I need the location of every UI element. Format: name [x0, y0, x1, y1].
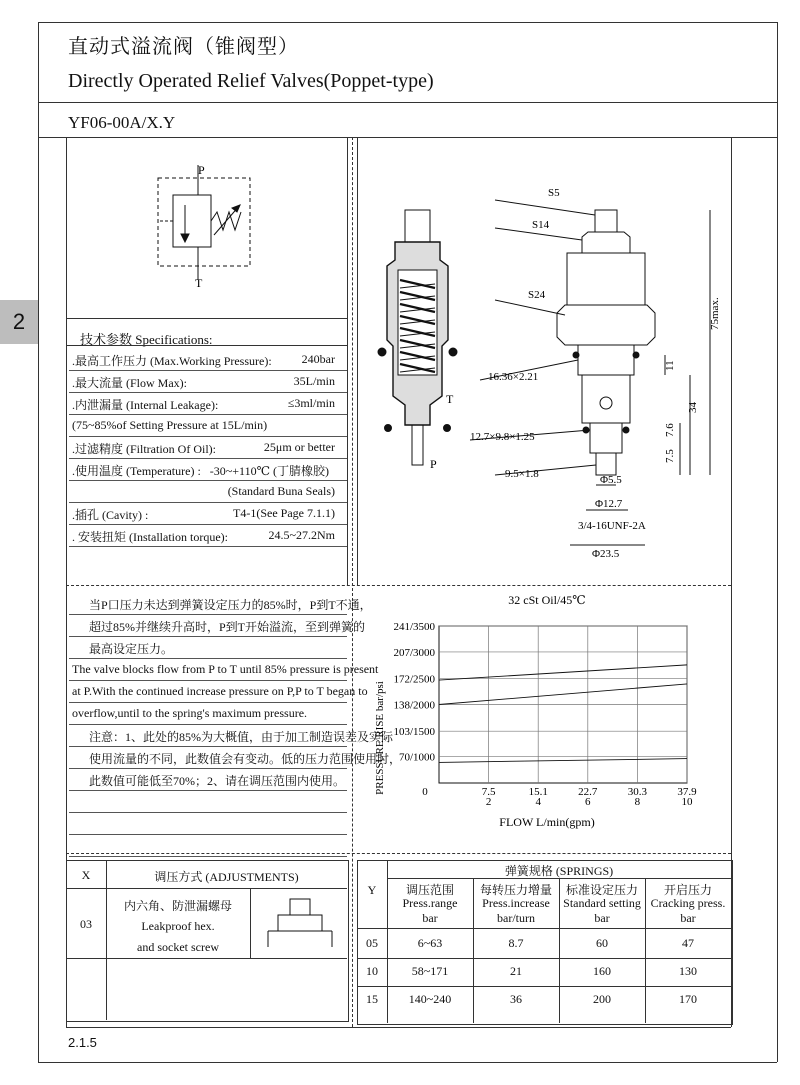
chart-title: 32 cSt Oil/45℃: [508, 593, 586, 607]
adj-col-line2: [250, 888, 251, 958]
chart-xtick-gpm: 10: [681, 796, 693, 808]
description-blank-line: [69, 834, 347, 857]
chart-ytick-label: 103/1500: [393, 726, 435, 739]
model-divider: [38, 137, 777, 138]
chart-ytick-label: 70/1000: [398, 751, 435, 764]
spec-row: [69, 436, 347, 459]
hydraulic-symbol: [140, 160, 270, 290]
spring-header-en2: bar: [422, 911, 438, 925]
chart-ytick-label: 172/2500: [393, 673, 435, 686]
description-text: overflow,until to the spring's maximum pressure.: [72, 706, 308, 720]
dim-oring1: 16.36×2.21: [488, 371, 539, 383]
pressure-flow-chart: [357, 588, 729, 850]
spec-label: . 安装扭矩 (Installation torque):: [72, 530, 228, 544]
description-text: 使用流量的不同，此数值会有变动。低的压力范围使用时，: [89, 752, 402, 766]
dim-h11: 11: [664, 360, 676, 371]
dim-h76: 7.6: [664, 423, 676, 437]
spec-label: .最大流量 (Flow Max):: [72, 376, 187, 390]
chart-xlabel: FLOW L/min(gpm): [499, 815, 595, 829]
description-text: 此数值可能低至70%；2、请在调压范围内使用。: [89, 774, 345, 788]
description-text: 最高设定压力。: [89, 642, 174, 656]
dim-h75b: 7.5: [664, 449, 676, 463]
description-text: 当P口压力未达到弹簧设定压力的85%时，P到T不通，: [89, 598, 372, 612]
spring-row-line: [357, 986, 731, 987]
dim-oring2: 12.7×9.8×1.25: [470, 431, 535, 443]
spring-header-cn: 标准设定压力: [565, 883, 638, 897]
spring-row-y: 05: [366, 936, 378, 950]
symbol-divider: [66, 318, 347, 319]
adj-desc-en1: Leakproof hex.: [141, 919, 215, 933]
spec-value: 240bar: [301, 352, 335, 366]
spring-header-en1: Press.range: [402, 896, 458, 910]
spring-row-line: [357, 958, 731, 959]
spring-row-y: 15: [366, 992, 378, 1006]
adj-heading: 调压方式 (ADJUSTMENTS): [154, 870, 299, 884]
dim-thread: 3/4-16UNF-2A: [578, 520, 646, 532]
section-port-p: P: [430, 457, 437, 471]
spring-header-cn: 调压范围: [405, 883, 454, 897]
description-line: [69, 680, 368, 703]
dim-d235: Φ23.5: [592, 548, 620, 560]
chart-xtick-gpm: 6: [585, 796, 591, 808]
frame-bottom: [38, 1062, 777, 1063]
chart-series-upper: [439, 665, 687, 680]
spring-header-en2: bar/turn: [497, 911, 535, 925]
springs-header-bottom: [357, 928, 731, 929]
spec-value: 25μm or better: [263, 440, 335, 454]
dim-h34: 34: [687, 402, 699, 413]
spec-label: .最高工作压力 (Max.Working Pressure):: [72, 354, 272, 368]
spec-row: [69, 370, 347, 393]
spec-value: 24.5~27.2Nm: [268, 528, 335, 542]
chart-xtick-lpm: 22.7: [578, 786, 598, 798]
spec-label: (75~85%of Setting Pressure at 15L/min): [72, 418, 268, 432]
dim-d55: Φ5.5: [600, 474, 622, 486]
spec-label: .过滤精度 (Filtration Of Oil):: [72, 442, 216, 456]
spring-header-cn: 开启压力: [663, 883, 712, 897]
spring-header-en1: Press.increase: [482, 896, 550, 910]
spring-header-cn: 每转压力增量: [479, 883, 552, 897]
spec-value: ≤3ml/min: [287, 396, 335, 410]
model-code: YF06-00A/X.Y: [68, 113, 176, 132]
chart-xtick-gpm: 2: [485, 796, 492, 808]
description-line: [69, 592, 372, 615]
description-text: 注意：1、此处的85%为大概值，由于加工制造误差及实际: [89, 730, 393, 744]
dim-s5: S5: [548, 187, 560, 199]
grid-center: [352, 137, 353, 1027]
description-blank-line: [69, 790, 347, 813]
spec-label: .使用温度 (Temperature) :: [72, 464, 201, 478]
dim-h75: 75max.: [709, 297, 721, 330]
title-chinese: 直动式溢流阀（锥阀型）: [68, 36, 299, 58]
section-view: [360, 200, 470, 475]
description-line: [69, 636, 347, 659]
dim-s24: S24: [528, 289, 546, 301]
spec-value: T4-1(See Page 7.1.1): [233, 506, 335, 520]
chart-xtick-lpm: 30.3: [627, 786, 648, 798]
springs-heading: 弹簧规格 (SPRINGS): [504, 864, 614, 878]
spring-cell-range: 6~63: [417, 936, 443, 950]
page-tab: 2: [0, 300, 38, 344]
spec-row: [69, 458, 347, 481]
spec-value: 35L/min: [293, 374, 335, 388]
spring-cell-crack: 130: [679, 964, 697, 978]
outline-drawing: [470, 175, 732, 575]
section-port-t: T: [446, 392, 454, 406]
spring-cell-crack: 47: [682, 936, 694, 950]
adj-desc-cn: 内六角、防泄漏螺母: [123, 899, 232, 913]
dim-s14: S14: [532, 219, 550, 231]
frame-top: [38, 22, 777, 23]
adj-desc-en2: and socket screw: [137, 940, 219, 954]
chart-ytick-label: 207/3000: [393, 646, 435, 659]
chart-xtick-gpm: 8: [634, 796, 641, 808]
chart-series-lower: [439, 684, 687, 705]
page-number: 2.1.5: [68, 1035, 97, 1050]
spec-label: .内泄漏量 (Internal Leakage):: [72, 398, 219, 412]
description-blank-line: [69, 812, 347, 835]
spec-row: [69, 414, 347, 437]
description-line: [69, 768, 347, 791]
spec-right: [347, 137, 348, 585]
spring-row-y: 10: [366, 964, 378, 978]
spec-row: [69, 502, 347, 525]
description-line: [69, 658, 379, 681]
drawing-left: [357, 137, 358, 585]
spring-cell-range: 140~240: [408, 992, 452, 1006]
chart-xtick-zero: 0: [422, 786, 428, 798]
chart-ytick-label: 241/3500: [393, 621, 435, 633]
description-text: The valve blocks flow from P to T until 85% pressure is present: [72, 662, 379, 676]
grid-bottom: [66, 1027, 731, 1028]
spring-header-en2: bar: [680, 911, 696, 925]
dim-oring3: 9.5×1.8: [505, 468, 539, 480]
frame-left: [38, 22, 39, 1062]
spring-cell-crack: 170: [679, 992, 697, 1006]
chart-xtick-lpm: 15.1: [528, 786, 548, 798]
spring-header-en2: bar: [594, 911, 610, 925]
header-divider: [38, 102, 777, 103]
description-line: [69, 724, 393, 747]
adj-head-line: [66, 888, 347, 889]
adj-code: 03: [80, 917, 92, 931]
description-line: [69, 614, 366, 637]
spring-cell-std: 200: [593, 992, 611, 1006]
spring-cell-range: 58~171: [411, 964, 449, 978]
spec-row: [69, 480, 347, 503]
specs-heading: 技术参数 Specifications:: [80, 332, 213, 347]
dim-d127: Φ12.7: [595, 498, 623, 510]
spec-row: [69, 524, 347, 547]
frame-right: [777, 22, 778, 1062]
description-line: [69, 702, 347, 725]
spec-row: [69, 348, 347, 371]
spring-header-en1: Standard setting: [563, 896, 641, 910]
spring-cell-inc: 8.7: [508, 936, 524, 950]
spec-row: [69, 392, 347, 415]
springs-col-y-label: Y: [367, 883, 377, 897]
chart-series-bottom: [439, 759, 687, 763]
spring-cell-std: 60: [596, 936, 608, 950]
chart-ytick-label: 138/2000: [393, 699, 435, 712]
symbol-port-p: P: [198, 163, 205, 177]
description-text: at P.With the continued increase pressure on P,P to T began to: [72, 684, 368, 698]
spring-cell-std: 160: [593, 964, 611, 978]
specs-line: [66, 345, 347, 346]
chart-lines: [439, 665, 687, 763]
adj-row-line: [66, 958, 347, 959]
title-english: Directly Operated Relief Valves(Poppet-type): [68, 70, 434, 92]
spring-cell-inc: 36: [510, 992, 522, 1006]
description-line: [69, 746, 402, 769]
symbol-port-t: T: [195, 276, 203, 290]
spec-value: (Standard Buna Seals): [227, 484, 335, 498]
spring-cell-inc: 21: [510, 964, 522, 978]
chart-ylabel: PRESSURE RISE bar/psi: [374, 681, 386, 795]
spec-value: -30~+110℃ (丁腈橡胶): [209, 464, 329, 478]
spec-label: .插孔 (Cavity) :: [72, 508, 149, 522]
chart-xtick-lpm: 37.9: [677, 786, 697, 798]
adj-col-x: X: [81, 868, 91, 882]
adjustment-icon: [262, 895, 342, 951]
spring-header-en1: Cracking press.: [650, 896, 726, 910]
description-text: 超过85%并继续升高时，P到T开始溢流，至到弹簧的: [89, 620, 366, 634]
chart-xtick-gpm: 4: [535, 796, 541, 808]
grid-mid: [66, 585, 731, 586]
chart-xtick-lpm: 7.5: [481, 786, 496, 798]
